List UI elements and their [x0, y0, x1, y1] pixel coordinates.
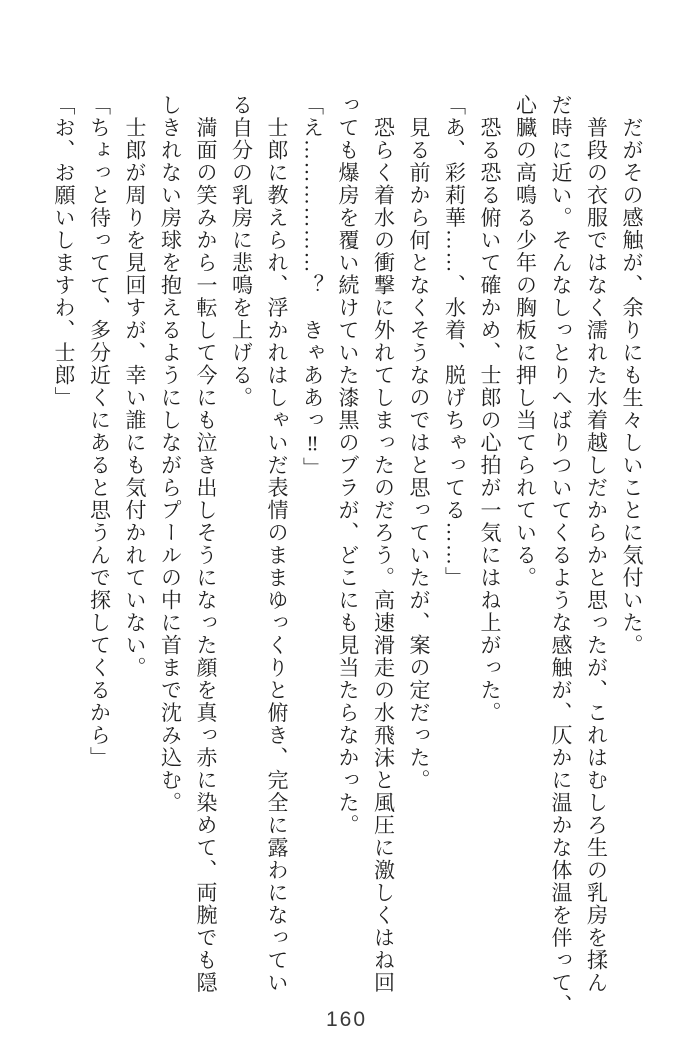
text-line: 心臓の高鳴る少年の胸板に押し当てられている。 [513, 94, 538, 589]
page-text [46, 94, 650, 1029]
text-line: 「あ、彩莉華……、水着、脱げちゃってる……」 [442, 94, 467, 589]
text-line: 見る前から何となくそうなのではと思っていたが、案の定だった。 [407, 94, 431, 792]
text-line: 「ちょっと待ってて、多分近くにあると思うんで探してくるから」 [87, 94, 112, 769]
text-line: だがその感触が、余りにも生々しいことに気付いた。 [620, 94, 644, 657]
text-line: 「お、お願いしますわ、士郎」 [52, 94, 76, 409]
text-line: 「え………………？ きゃああっ‼」 [300, 94, 325, 480]
page-number: 160 [325, 1008, 368, 1031]
text-line: 恐る恐る俯いて確かめ、士郎の心拍が一気にはね上がった。 [478, 94, 502, 724]
text-line: る自分の乳房に悲鳴を上げる。 [229, 94, 254, 409]
text-line: 士郎に教えられ、浮かれはしゃいだ表情のままゆっくりと俯き、完全に露わになってい [265, 94, 289, 994]
text-line: 普段の衣服ではなく濡れた水着越しだからかと思ったが、これはむしろ生の乳房を揉ん [584, 94, 609, 994]
text-line: しきれない房球を抱えるようにしながらプールの中に首まで沈み込む。 [158, 94, 183, 814]
text-line: 満面の笑みから一転して今にも泣き出しそうになった顔を真っ赤に染めて、両腕でも隠 [194, 94, 218, 994]
text-line: 恐らく着水の衝撃に外れてしまったのだろう。高速滑走の水飛沫と風圧に激しくはね回 [371, 94, 396, 994]
text-line: っても爆房を覆い続けていた漆黒のブラが、どこにも見当たらなかった。 [336, 94, 360, 837]
text-line: だ時に近い。そんなしっとりへばりついてくるような感触が、仄かに温かな体温を伴って、 [549, 94, 573, 1017]
text-line: 士郎が周りを見回すが、幸い誰にも気付かれていない。 [123, 94, 147, 679]
